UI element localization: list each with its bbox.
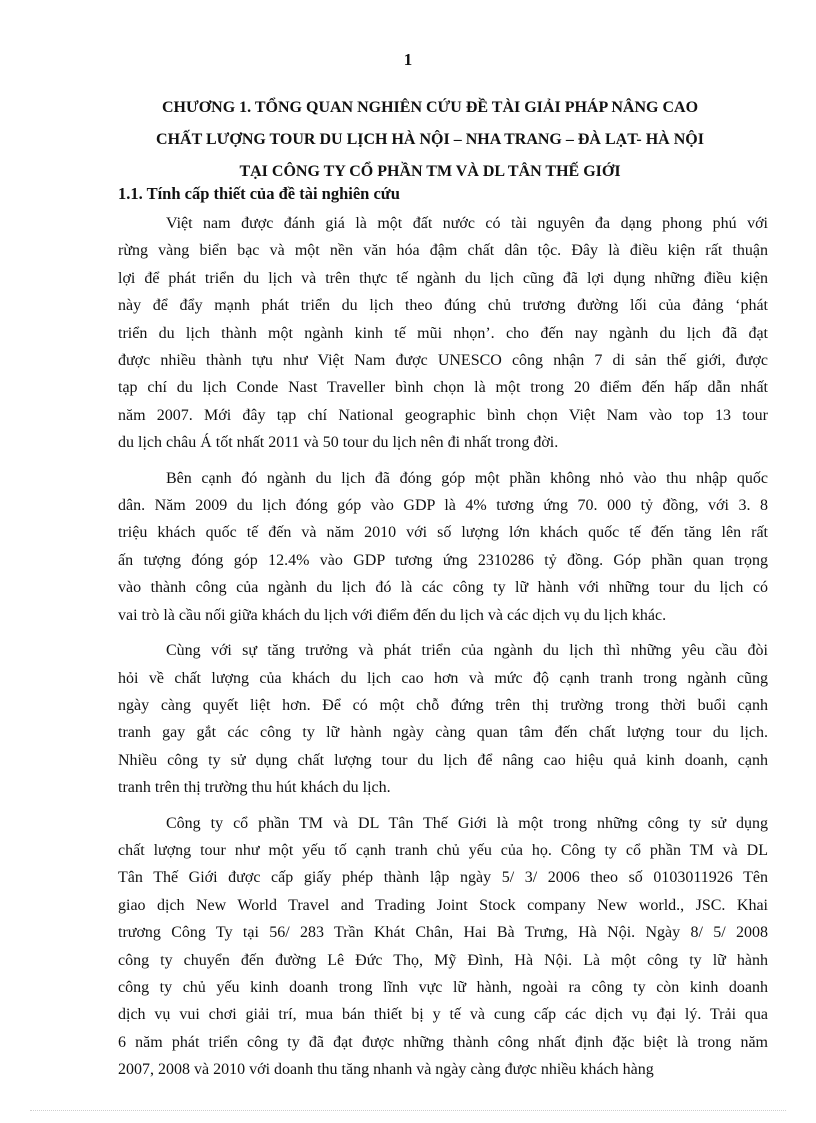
paragraph-line: Cùng với sự tăng trưởng và phát triển của ngành du lịch thì những yêu cầu đòi <box>166 642 768 660</box>
chapter-title-line: CHẤT LƯỢNG TOUR DU LỊCH HÀ NỘI – NHA TRANG – ĐÀ LẠT- HÀ NỘI <box>156 131 704 148</box>
paragraph-line: dân. Năm 2009 du lịch đóng góp vào GDP là 4% tương ứng 70. 000 tỷ đồng, với 3. 8 <box>118 497 768 515</box>
paragraph-line: công ty chủ yếu kinh doanh trong lĩnh vực lữ hành, ngoài ra công ty còn kinh doanh <box>118 978 768 996</box>
paragraph-line: ấn tượng đóng góp 12.4% vào GDP tương ứng 2310286 tỷ đồng. Góp phần quan trọng <box>118 551 768 569</box>
page-bottom-divider <box>30 1110 786 1111</box>
chapter-title <box>100 92 760 188</box>
paragraph-line: ngày càng quyết liệt hơn. Để có một chỗ đứng trên thị trường trong thời buổi cạnh <box>118 696 768 714</box>
paragraph-line: dịch vụ vui chơi giải trí, mua bán thiết bị y tế và cung cấp các dịch vụ đại lý. Trải qua <box>118 1006 768 1024</box>
paragraph-line: hỏi về chất lượng của khách du lịch cao hơn và mức độ cạnh tranh trong ngành cũng <box>118 669 768 687</box>
paragraph-line: công ty chuyển đến đường Lê Đức Thọ, Mỹ Đình, Hà Nội. Là một công ty lữ hành <box>118 951 768 969</box>
chapter-title-line: CHƯƠNG 1. TỔNG QUAN NGHIÊN CỨU ĐỀ TÀI GIẢI PHÁP NÂNG CAO <box>161 99 699 116</box>
paragraph-line: Nhiều công ty sử dụng chất lượng tour du lịch để nâng cao hiệu quả kinh doanh, cạnh <box>118 751 768 769</box>
paragraph <box>118 210 768 457</box>
paragraph-line: Bên cạnh đó ngành du lịch đã đóng góp một phần không nhỏ vào thu nhập quốc <box>166 469 768 487</box>
paragraph-line: Tân Thế Giới được cấp giấy phép thành lập ngày 5/ 3/ 2006 theo số 0103011926 Tên <box>118 869 768 887</box>
paragraph-line: chất lượng tour như một yếu tố cạnh tranh chủ yếu của họ. Công ty cổ phần TM và DL <box>118 841 768 859</box>
paragraph-line: triệu khách quốc tế đến và năm 2010 với số lượng lớn khách quốc tế đến tăng lên rất <box>118 524 768 542</box>
paragraph-line: Công ty cổ phần TM và DL Tân Thế Giới là một trong những công ty sử dụng <box>166 814 768 832</box>
paragraph-line: tranh trên thị trường thu hút khách du lịch. <box>118 779 391 797</box>
paragraph-line: được nhiều thành tựu như Việt Nam được UNESCO công nhận 7 di sản thế giới, được <box>118 352 768 370</box>
paragraph <box>118 465 768 629</box>
paragraph-line: này để đẩy mạnh phát triển du lịch theo đúng chủ trương đường lối của đảng ‘phát <box>118 297 768 315</box>
paragraph-line: lợi để phát triển du lịch và trên thực tế ngành du lịch cũng đã lợi dụng những điều kiện <box>118 269 768 287</box>
paragraph-line: vai trò là cầu nối giữa khách du lịch với điểm đến du lịch và các dịch vụ du lịch khác. <box>118 606 667 624</box>
paragraph-line: rừng vàng biển bạc và một nền văn hóa đậm chất dân tộc. Đây là điều kiện rất thuận <box>118 242 768 260</box>
paragraph-line: 6 năm phát triển công ty đã đạt được những thành công nhất định đặc biệt là trong năm <box>118 1033 768 1051</box>
section-heading: 1.1. Tính cấp thiết của đề tài nghiên cứu <box>118 184 400 203</box>
paragraph-line: giao dịch New World Travel and Trading Joint Stock company New world., JSC. Khai <box>118 896 768 914</box>
paragraph <box>118 637 768 801</box>
chapter-title-line: TẠI CÔNG TY CỔ PHẦN TM VÀ DL TÂN THẾ GIỚI <box>239 163 621 180</box>
paragraph-line: vào thành công của ngành du lịch đó là các công ty lữ hành với những tour du lịch có <box>118 579 768 597</box>
paragraph-line: tranh gay gắt các công ty lữ hành ngày càng quan tâm đến chất lượng tour du lịch. <box>118 724 768 742</box>
body-text <box>118 210 768 1092</box>
paragraph-line: triển du lịch thành một ngành kinh tế mũi nhọn’. cho đến nay ngành du lịch đã đạt <box>118 324 768 342</box>
page-number: 1 <box>403 50 413 69</box>
paragraph-line: năm 2007. Mới đây tạp chí National geographic bình chọn Việt Nam vào top 13 tour <box>118 406 768 424</box>
paragraph-line: du lịch châu Á tốt nhất 2011 và 50 tour du lịch nên đi nhất trong đời. <box>118 434 559 452</box>
paragraph <box>118 810 768 1084</box>
paragraph-line: Việt nam được đánh giá là một đất nước có tài nguyên đa dạng phong phú với <box>166 215 768 232</box>
paragraph-line: tạp chí du lịch Conde Nast Traveller bình chọn là một trong 20 điểm đến hấp dẫn nhất <box>118 379 768 397</box>
paragraph-line: 2007, 2008 và 2010 với doanh thu tăng nhanh và ngày càng được nhiều khách hàng <box>118 1061 654 1079</box>
paragraph-line: trương Công Ty tại 56/ 283 Trần Khát Chân, Hai Bà Trưng, Hà Nội. Ngày 8/ 5/ 2008 <box>118 924 768 942</box>
